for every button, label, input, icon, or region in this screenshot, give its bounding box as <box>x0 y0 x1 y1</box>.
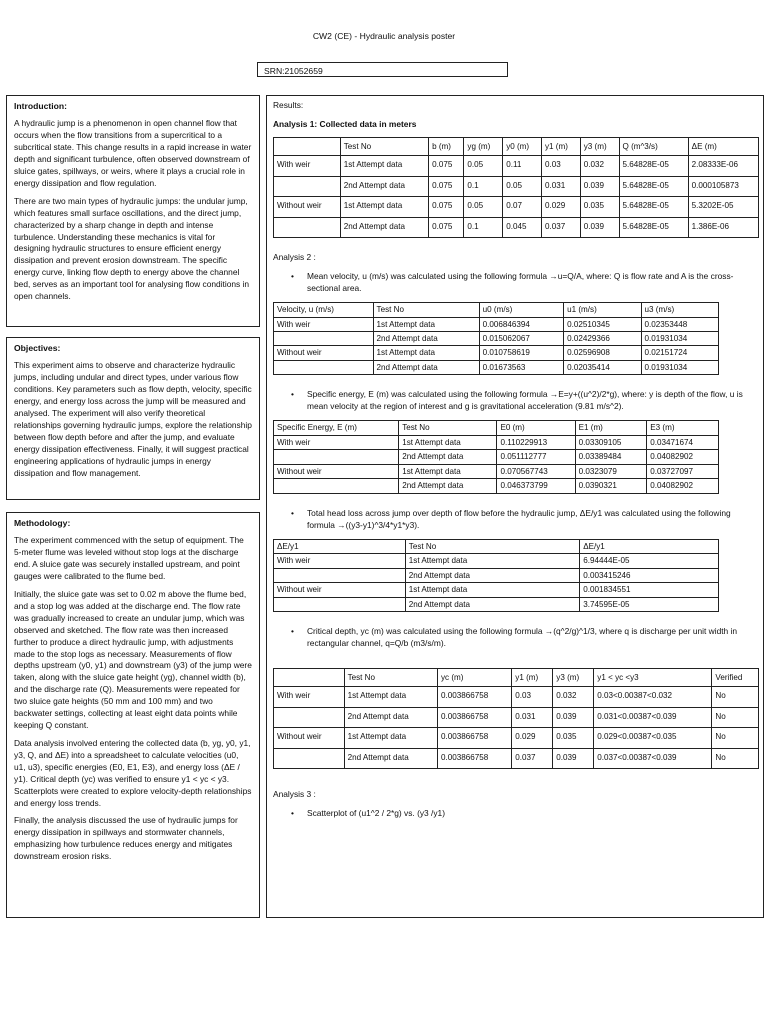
table-cell: 5.64828E-05 <box>619 176 688 196</box>
table-cell: 0.035 <box>580 197 619 217</box>
column-header: Verified <box>712 668 759 686</box>
table-cell: 0.03309105 <box>575 435 647 449</box>
table-cell: 0.032 <box>553 687 594 707</box>
table-cell: 0.03<0.00387<0.032 <box>594 687 712 707</box>
table-cell: 1.386E-06 <box>688 217 758 237</box>
introduction-panel <box>6 95 260 327</box>
table-cell: With weir <box>274 435 399 449</box>
methodology-paragraph-4: Finally, the analysis discussed the use of hydraulic jumps for energy dissipation in spillways and stormwater channels, emphasizing how turbulence reduces energy and mitigates downstream erosion risks. <box>14 815 238 862</box>
column-header: Test No <box>373 303 479 317</box>
table-row <box>274 728 759 748</box>
table-cell <box>274 332 374 346</box>
table-cell: 5.64828E-05 <box>619 217 688 237</box>
table-row <box>274 568 719 582</box>
critical-depth-formula-text: Critical depth, yc (m) was calculated using the following formula →(q^2/g)^1/3, where q is discharge per unit width in rectangular channel, q=Q/b (m3/s/m). <box>307 625 738 648</box>
table-row <box>274 332 719 346</box>
table-cell: 0.003866758 <box>437 728 511 748</box>
column-header: Q (m^3/s) <box>619 137 688 155</box>
head-loss-table <box>273 539 719 612</box>
table-cell: 1st Attempt data <box>340 156 428 176</box>
column-header: Test No <box>399 421 497 435</box>
table-cell: With weir <box>274 317 374 331</box>
table-cell: 0.01931034 <box>641 360 718 374</box>
table-row <box>274 583 719 597</box>
column-header: ΔE (m) <box>688 137 758 155</box>
table-cell: 0.110229913 <box>497 435 575 449</box>
objectives-panel <box>6 337 260 500</box>
table-cell: 0.031<0.00387<0.039 <box>594 707 712 727</box>
table-cell: 0.0323079 <box>575 464 647 478</box>
table-cell: 2nd Attempt data <box>373 360 479 374</box>
table-row <box>274 435 719 449</box>
table-cell: 1st Attempt data <box>340 197 428 217</box>
table-cell <box>274 450 399 464</box>
column-header: Test No <box>405 539 579 553</box>
table-cell: 0.039 <box>553 748 594 768</box>
table-cell: No <box>712 728 759 748</box>
head-loss-formula-text: Total head loss across jump over depth of flow before the hydraulic jump, ΔE/y1 was calculated using the following formula →((y3-y1)^3/4*y1*y3). <box>307 507 731 530</box>
table-cell: 0.07 <box>503 197 542 217</box>
table-cell: Without weir <box>274 464 399 478</box>
table-cell: 0.02429366 <box>564 332 641 346</box>
table-cell: 0.037<0.00387<0.039 <box>594 748 712 768</box>
column-header: E3 (m) <box>647 421 719 435</box>
table-cell: 0.001834551 <box>580 583 719 597</box>
column-header: y3 (m) <box>580 137 619 155</box>
table-cell: 1st Attempt data <box>373 317 479 331</box>
table-cell: 1st Attempt data <box>344 687 437 707</box>
table-cell: 5.3202E-05 <box>688 197 758 217</box>
table-cell: 1st Attempt data <box>405 583 579 597</box>
table-cell: No <box>712 687 759 707</box>
velocity-formula-text: Mean velocity, u (m/s) was calculated using the following formula →u=Q/A, where: Q is flow rate and A is the cross-sectional area. <box>307 271 734 294</box>
table-cell: 1st Attempt data <box>405 554 579 568</box>
column-header: y1 (m) <box>512 668 553 686</box>
table-cell: No <box>712 707 759 727</box>
table-cell: 2nd Attempt data <box>340 176 428 196</box>
table-cell: 0.045 <box>503 217 542 237</box>
table-cell: 5.64828E-05 <box>619 156 688 176</box>
table-row <box>274 464 719 478</box>
table-row <box>274 707 759 727</box>
table-row <box>274 450 719 464</box>
results-label: Results: <box>273 100 304 110</box>
table-cell: 0.02596908 <box>564 346 641 360</box>
analysis-2-title: Analysis 2 : <box>273 252 316 263</box>
column-header: E1 (m) <box>575 421 647 435</box>
table-cell <box>274 479 399 493</box>
table-row <box>274 748 759 768</box>
scatterplot-bullet: • Scatterplot of (u1^2 / 2*g) vs. (y3 /y1) <box>291 808 445 819</box>
table-cell: 0.075 <box>429 197 464 217</box>
table-cell: 3.74595E-05 <box>580 597 719 611</box>
column-header: u0 (m/s) <box>479 303 563 317</box>
table-cell: 2nd Attempt data <box>344 707 437 727</box>
table-cell: 0.05 <box>503 176 542 196</box>
head-loss-formula-bullet: • Total head loss across jump over depth of flow before the hydraulic jump, ΔE/y1 was calculated using the following formula →((y3-y1)^3/4*y1*y3). <box>291 507 731 530</box>
table-cell: 2nd Attempt data <box>405 597 579 611</box>
table-cell: 0.01673563 <box>479 360 563 374</box>
table-cell: Without weir <box>274 346 374 360</box>
table-cell: 0.003866758 <box>437 687 511 707</box>
table-row <box>274 197 759 217</box>
table-cell: 0.02353448 <box>641 317 718 331</box>
collected-data-table <box>273 137 759 238</box>
table-row <box>274 317 719 331</box>
methodology-heading: Methodology: <box>14 518 71 528</box>
table-cell: 0.03389484 <box>575 450 647 464</box>
table-cell: 2nd Attempt data <box>344 748 437 768</box>
column-header: y1 (m) <box>541 137 580 155</box>
table-cell: 2nd Attempt data <box>399 479 497 493</box>
table-cell: 0.03 <box>512 687 553 707</box>
table-cell: 0.01931034 <box>641 332 718 346</box>
column-header: ΔE/y1 <box>274 539 406 553</box>
objectives-heading: Objectives: <box>14 343 61 353</box>
table-cell: 0.000105873 <box>688 176 758 196</box>
methodology-panel <box>6 512 260 918</box>
table-cell: 0.010758619 <box>479 346 563 360</box>
specific-energy-formula-text: Specific energy, E (m) was calculated using the following formula →E=y+((u^2)/2*g), where: y is depth of the flow, u is mean velocity at the region of interest and g is gravitational acceleration (9.81 m/s^2). <box>307 389 743 412</box>
methodology-paragraph-1: The experiment commenced with the setup of equipment. The 5-meter flume was leveled without stop logs at the discharge end. A sluice gate was securely installed upstream, and point gauges were calibrated to the flume bed. <box>14 535 244 581</box>
column-header: ΔE/y1 <box>580 539 719 553</box>
column-header <box>274 668 345 686</box>
header-row <box>274 421 719 435</box>
table-cell: 0.02151724 <box>641 346 718 360</box>
table-cell: 0.075 <box>429 156 464 176</box>
table-cell: 0.051112777 <box>497 450 575 464</box>
methodology-paragraph-2: Initially, the sluice gate was set to 0.02 m above the flume bed, and a stop log was added at the discharge end. The flow rate was gradually increased to create an undular jump, which was observed and sketched. The flow rate was then increased further to produce a direct hydraulic jump, with adjustments made to the stop logs as necessary. Measurements of flow depths upstream (y0, y1) and downstream (y3) of the jump were taken, along with the sluice gate height (yg), channel width (b), and the discharge rate (Q). Measurements were repeated for two sluice gate heights (50 mm and 100 mm) and two backwater settings, collecting at least eight data points while keeping Q constant. <box>14 588 252 731</box>
table-cell: 0.015062067 <box>479 332 563 346</box>
table-row <box>274 346 719 360</box>
column-header: E0 (m) <box>497 421 575 435</box>
table-cell: With weir <box>274 554 406 568</box>
table-cell: 0.029<0.00387<0.035 <box>594 728 712 748</box>
header-row <box>274 303 719 317</box>
critical-depth-table <box>273 668 759 769</box>
table-row <box>274 217 759 237</box>
table-cell: 6.94444E-05 <box>580 554 719 568</box>
column-header: u3 (m/s) <box>641 303 718 317</box>
table-cell: 0.046373799 <box>497 479 575 493</box>
column-header: b (m) <box>429 137 464 155</box>
table-cell: 0.039 <box>580 176 619 196</box>
srn-field: SRN:21052659 <box>257 62 508 77</box>
methodology-paragraph-3: Data analysis involved entering the collected data (b, yg, y0, y1, y3, Q, and ΔE) into a spreadsheet to calculate velocities (u0, u1, u3), specific energies (E0, E1, E3), and energy loss (ΔE / y1). Critical depth (yc) was verified to ensure y1 < yc < y3. Scatterplots were created to explore velocity-depth relationships and energy loss trends. <box>14 737 252 808</box>
table-cell: 2nd Attempt data <box>340 217 428 237</box>
introduction-paragraph-1: A hydraulic jump is a phenomenon in open channel flow that occurs when the flow transitions from a supercritical to a subcritical state. This change results in a rapid increase in water depth and significant turbulence, often observed downstream of sluice gates, spillways, or weirs, where it plays a crucial role in energy dissipation and flow regulation. <box>14 118 252 188</box>
velocity-formula-bullet: • Mean velocity, u (m/s) was calculated using the following formula →u=Q/A, where: Q is flow rate and A is the cross-sectional area. <box>291 271 734 294</box>
table-cell: 0.0390321 <box>575 479 647 493</box>
column-header: Specific Energy, E (m) <box>274 421 399 435</box>
table-cell <box>274 748 345 768</box>
table-cell: 2nd Attempt data <box>373 332 479 346</box>
table-cell: Without weir <box>274 197 341 217</box>
poster-title: CW2 (CE) - Hydraulic analysis poster <box>312 31 456 41</box>
table-cell: 0.05 <box>464 156 503 176</box>
column-header: Test No <box>340 137 428 155</box>
velocity-table <box>273 302 719 375</box>
table-cell: 0.02510345 <box>564 317 641 331</box>
scatterplot-text: Scatterplot of (u1^2 / 2*g) vs. (y3 /y1) <box>307 808 445 819</box>
introduction-paragraph-2: There are two main types of hydraulic jumps: the undular jump, which features small surface oscillations, and the direct jump, characterized by a sharp change in depth and intense turbulence. Understanding these mechanics is vital for designing hydraulic structures to ensure efficient energy dissipation and prevent erosion downstream. The specific energy curve, linking flow depth to energy above the channel bed, serves as an important tool for analysing flow conditions in open channels. <box>14 195 250 302</box>
table-cell: 5.64828E-05 <box>619 197 688 217</box>
table-cell: 0.05 <box>464 197 503 217</box>
table-row <box>274 687 759 707</box>
table-cell: 2nd Attempt data <box>405 568 579 582</box>
table-cell: 0.03727097 <box>647 464 719 478</box>
table-cell: 0.032 <box>580 156 619 176</box>
table-cell: 0.031 <box>541 176 580 196</box>
introduction-heading: Introduction: <box>14 101 67 111</box>
column-header: y1 < yc <y3 <box>594 668 712 686</box>
table-cell: 0.075 <box>429 176 464 196</box>
table-cell <box>274 568 406 582</box>
table-cell: 2nd Attempt data <box>399 450 497 464</box>
table-row <box>274 479 719 493</box>
table-cell: 0.03 <box>541 156 580 176</box>
table-cell: With weir <box>274 687 345 707</box>
analysis-3-title: Analysis 3 : <box>273 789 316 800</box>
table-cell: Without weir <box>274 728 345 748</box>
table-cell: 1st Attempt data <box>373 346 479 360</box>
column-header: y3 (m) <box>553 668 594 686</box>
table-row <box>274 554 719 568</box>
table-cell: 0.04082902 <box>647 479 719 493</box>
table-cell <box>274 176 341 196</box>
table-row <box>274 360 719 374</box>
specific-energy-formula-bullet: • Specific energy, E (m) was calculated using the following formula →E=y+((u^2)/2*g), where: y is depth of the flow, u is mean velocity at the region of interest and g is gravitational acceleration (9.81 m/s^2). <box>291 389 743 412</box>
column-header: y0 (m) <box>503 137 542 155</box>
table-row <box>274 597 719 611</box>
table-cell: No <box>712 748 759 768</box>
table-cell: 0.003866758 <box>437 748 511 768</box>
column-header <box>274 137 341 155</box>
header-row <box>274 539 719 553</box>
column-header: Test No <box>344 668 437 686</box>
table-cell: 0.003866758 <box>437 707 511 727</box>
header-row <box>274 137 759 155</box>
table-cell: Without weir <box>274 583 406 597</box>
table-cell: 0.031 <box>512 707 553 727</box>
table-cell: 0.006846394 <box>479 317 563 331</box>
table-cell: 0.1 <box>464 217 503 237</box>
table-cell <box>274 217 341 237</box>
table-cell: 0.1 <box>464 176 503 196</box>
table-cell: 0.039 <box>553 707 594 727</box>
table-row <box>274 176 759 196</box>
table-cell: 0.029 <box>512 728 553 748</box>
table-cell: 0.029 <box>541 197 580 217</box>
table-cell: 0.037 <box>541 217 580 237</box>
table-cell: 0.04082902 <box>647 450 719 464</box>
header-row <box>274 668 759 686</box>
table-cell: 0.03471674 <box>647 435 719 449</box>
table-cell: With weir <box>274 156 341 176</box>
critical-depth-formula-bullet: • Critical depth, yc (m) was calculated using the following formula →(q^2/g)^1/3, where q is discharge per unit width in rectangular channel, q=Q/b (m3/s/m). <box>291 625 738 648</box>
table-cell <box>274 597 406 611</box>
column-header: u1 (m/s) <box>564 303 641 317</box>
table-cell: 0.075 <box>429 217 464 237</box>
results-panel <box>266 95 764 918</box>
analysis-1-title: Analysis 1: Collected data in meters <box>273 118 417 129</box>
table-cell: 0.039 <box>580 217 619 237</box>
table-cell: 0.035 <box>553 728 594 748</box>
column-header: yc (m) <box>437 668 511 686</box>
table-row <box>274 156 759 176</box>
table-cell: 1st Attempt data <box>399 435 497 449</box>
table-cell <box>274 360 374 374</box>
table-cell: 1st Attempt data <box>344 728 437 748</box>
table-cell: 1st Attempt data <box>399 464 497 478</box>
table-cell: 0.037 <box>512 748 553 768</box>
table-cell: 0.11 <box>503 156 542 176</box>
column-header: yg (m) <box>464 137 503 155</box>
table-cell: 0.070567743 <box>497 464 575 478</box>
table-cell <box>274 707 345 727</box>
specific-energy-table <box>273 420 719 493</box>
objectives-paragraph: This experiment aims to observe and characterize hydraulic jumps, including undular and direct types, under various flow conditions. Key parameters such as flow depth, velocity, specific energy, and energy loss across the jump will be measured and analysed. The experiment will also verify theoretical relationships governing hydraulic jumps, explore the relationship between flow depth before and after the jump, and evaluate energy dissipation effectiveness. Finally, it will suggest practical engineering applications of hydraulic jumps in energy dissipation and flow management. <box>14 360 252 478</box>
table-cell: 2.08333E-06 <box>688 156 758 176</box>
table-cell: 0.02035414 <box>564 360 641 374</box>
column-header: Velocity, u (m/s) <box>274 303 374 317</box>
table-cell: 0.003415246 <box>580 568 719 582</box>
